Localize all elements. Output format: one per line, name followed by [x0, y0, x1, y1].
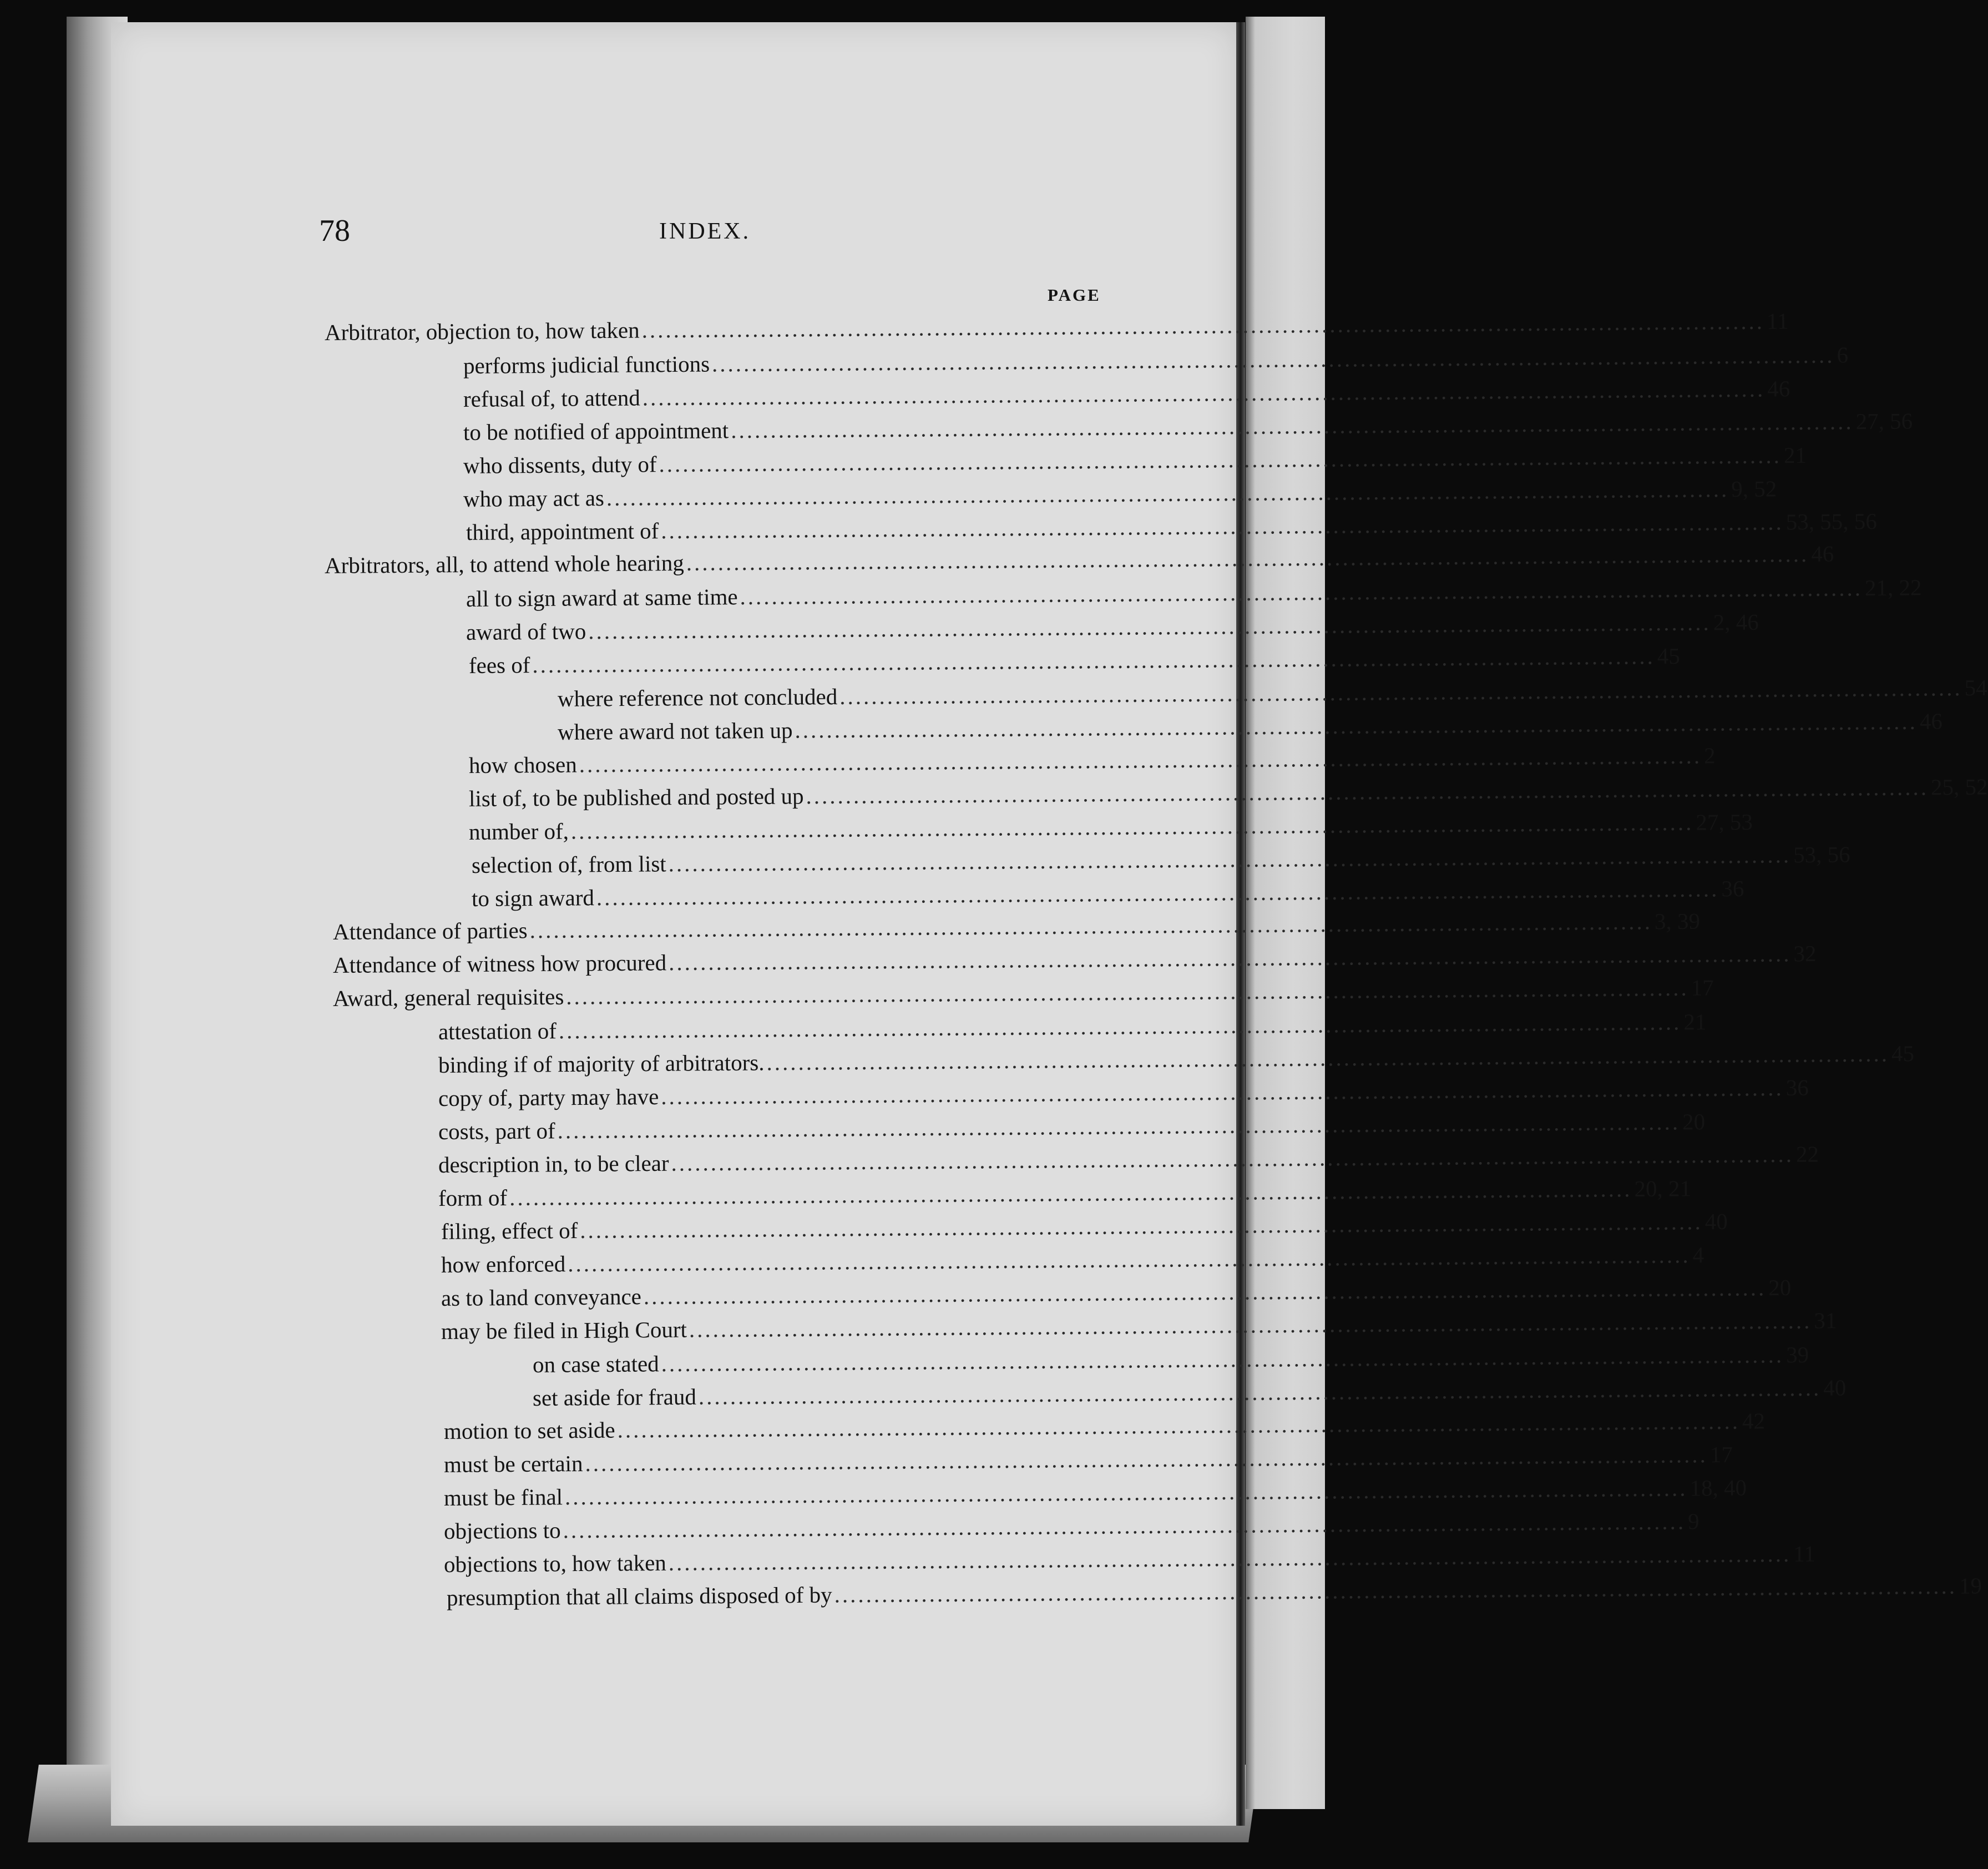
dot-leader: ..............................................................................................................................................	[641, 308, 1765, 343]
index-entry	[438, 1074, 1809, 1112]
entry-pages: 54	[1964, 674, 1987, 701]
entry-pages: 11	[1766, 308, 1789, 334]
entry-label: refusal of, to attend	[463, 385, 640, 412]
index-entry	[532, 1375, 1847, 1411]
index-entry	[324, 541, 1834, 579]
dot-leader: ..............................................................................................................................................	[659, 442, 1782, 477]
index-entry	[466, 609, 1759, 645]
entry-label: to be notified of appointment	[463, 417, 729, 445]
entry-label: Award, general requisites	[332, 983, 564, 1011]
index-entry	[471, 841, 1850, 878]
index-entry	[438, 1109, 1706, 1145]
index-entry	[438, 1009, 1707, 1045]
index-entry	[443, 1540, 1815, 1578]
entry-label: copy of, party may have	[438, 1083, 659, 1111]
entry-pages: 6	[1837, 342, 1849, 368]
dot-leader: ..............................................................................................................................................	[643, 1275, 1767, 1310]
entry-label: must be certain	[443, 1451, 583, 1477]
entry-label: where award not taken up	[557, 717, 793, 745]
entry-pages: 19	[1959, 1573, 1982, 1599]
dot-leader: ..............................................................................................................................................	[668, 1540, 1792, 1575]
entry-label: how enforced	[441, 1251, 566, 1277]
entry-pages: 17	[1691, 974, 1714, 1001]
dot-leader: ..............................................................................................................................................	[661, 1342, 1784, 1377]
entry-pages: 2	[1703, 742, 1716, 769]
entry-label: may be filed in High Court	[441, 1316, 687, 1344]
index-entry	[532, 1341, 1809, 1378]
dot-leader: ..............................................................................................................................................	[766, 1040, 1890, 1075]
index-entry	[466, 574, 1922, 612]
entry-pages: 9	[1687, 1508, 1699, 1534]
entry-label: must be final	[443, 1484, 563, 1511]
index-entry	[443, 1474, 1747, 1511]
dot-leader: ..............................................................................................................................................	[532, 643, 1656, 678]
entry-label: performs judicial functions	[463, 351, 710, 378]
dot-leader: ..............................................................................................................................................	[668, 842, 1792, 877]
entry-label: attestation of	[438, 1018, 557, 1044]
index-entry	[441, 1208, 1728, 1245]
index-entry	[468, 809, 1753, 845]
entry-label: list of, to be published and posted up	[468, 783, 804, 811]
dot-leader: ..............................................................................................................................................	[668, 941, 1792, 976]
entry-label: objections to, how taken	[443, 1549, 666, 1577]
dot-leader: ..............................................................................................................................................	[570, 809, 1694, 844]
dot-leader: ..............................................................................................................................................	[568, 1242, 1691, 1277]
index-entry	[468, 742, 1716, 779]
entry-pages: 45	[1657, 643, 1681, 669]
entry-label: motion to set aside	[443, 1417, 615, 1444]
entry-pages: 36	[1721, 875, 1744, 902]
dot-leader: ..............................................................................................................................................	[566, 974, 1689, 1009]
entry-label: who dissents, duty of	[463, 451, 657, 478]
entry-pages: 53, 56	[1793, 841, 1850, 868]
dot-leader: ..............................................................................................................................................	[580, 1209, 1703, 1244]
page-number: 78	[319, 214, 350, 248]
dot-leader: ..............................................................................................................................................	[617, 1408, 1741, 1443]
entry-pages: 40	[1704, 1208, 1728, 1235]
entry-pages: 45	[1891, 1040, 1915, 1067]
dot-leader: ..............................................................................................................................................	[642, 376, 1766, 411]
index-entry	[557, 674, 1987, 712]
index-entry	[466, 508, 1877, 545]
index-entry	[332, 974, 1714, 1012]
index-entry	[468, 643, 1681, 679]
dot-leader: ..............................................................................................................................................	[671, 1141, 1794, 1176]
entry-label: to sign award	[471, 885, 595, 911]
entry-pages: 27, 53	[1696, 809, 1753, 835]
entry-label: presumption that all claims disposed of by	[446, 1582, 832, 1610]
index-entry	[463, 442, 1807, 479]
entry-label: Arbitrator, objection to, how taken	[324, 317, 640, 345]
index-entry	[443, 1408, 1766, 1444]
entry-label: third, appointment of	[466, 518, 659, 545]
index-entry	[463, 342, 1849, 379]
index-entry	[468, 774, 1988, 812]
entry-label: form of	[438, 1185, 508, 1211]
dot-leader: ..............................................................................................................................................	[806, 774, 1929, 809]
index-entry	[438, 1175, 1692, 1211]
dot-leader: ..............................................................................................................................................	[563, 1508, 1686, 1543]
dot-leader: ..............................................................................................................................................	[588, 609, 1711, 644]
dot-leader: ..............................................................................................................................................	[661, 1074, 1784, 1109]
entry-pages: 4	[1692, 1242, 1704, 1268]
dot-leader: ..............................................................................................................................................	[839, 675, 1962, 710]
index-entry	[438, 1040, 1915, 1078]
entry-label: set aside for fraud	[532, 1383, 697, 1411]
index-entry	[438, 1141, 1819, 1178]
index-entry	[463, 376, 1790, 412]
dot-leader: ..............................................................................................................................................	[834, 1573, 1957, 1608]
entry-pages: 21	[1683, 1009, 1707, 1035]
dot-leader: ..............................................................................................................................................	[557, 1109, 1681, 1144]
entry-label: fees of	[468, 652, 530, 678]
dot-leader: ..............................................................................................................................................	[686, 541, 1809, 575]
index-entry	[443, 1441, 1733, 1478]
entry-pages: 27, 56	[1855, 408, 1913, 435]
entry-pages: 18, 40	[1689, 1474, 1747, 1501]
entry-label: Arbitrators, all, to attend whole hearing	[324, 549, 685, 578]
entry-label: who may act as	[463, 485, 605, 512]
dot-leader: ..............................................................................................................................................	[698, 1375, 1822, 1410]
page-column-heading: PAGE	[1048, 285, 1101, 305]
index-entry	[441, 1274, 1792, 1311]
dot-leader: ..............................................................................................................................................	[689, 1307, 1812, 1342]
entry-pages: 42	[1742, 1408, 1766, 1434]
dot-leader: ..............................................................................................................................................	[558, 1009, 1682, 1044]
entry-pages: 25, 52	[1930, 774, 1988, 800]
index-entry	[463, 408, 1913, 446]
entry-pages: 21	[1783, 442, 1807, 468]
entry-pages: 46	[1919, 708, 1943, 734]
entry-label: award of two	[466, 618, 586, 645]
entry-pages: 2, 46	[1713, 609, 1759, 635]
entry-pages: 20	[1682, 1109, 1706, 1135]
entry-label: how chosen	[468, 751, 577, 778]
entry-label: selection of, from list	[471, 851, 666, 878]
dot-leader: ..............................................................................................................................................	[529, 908, 1653, 943]
index-entry	[463, 476, 1777, 512]
entry-pages: 9, 52	[1731, 476, 1777, 502]
entry-label: description in, to be clear	[438, 1150, 669, 1178]
entry-label: Attendance of witness how procured	[332, 949, 667, 978]
dot-leader: ..............................................................................................................................................	[606, 476, 1729, 511]
dot-leader: ..............................................................................................................................................	[585, 1442, 1708, 1477]
entry-pages: 31	[1814, 1307, 1837, 1333]
entry-pages: 36	[1785, 1074, 1809, 1100]
index-entry	[332, 941, 1817, 978]
entry-label: all to sign award at same time	[466, 584, 738, 612]
entry-label: as to land conveyance	[441, 1284, 642, 1311]
dot-leader: ..............................................................................................................................................	[564, 1475, 1688, 1510]
dot-leader: ..............................................................................................................................................	[579, 742, 1702, 777]
index-entry	[332, 908, 1701, 945]
index-entry	[446, 1573, 1982, 1611]
entry-pages: 20, 21	[1634, 1175, 1692, 1202]
dot-leader: ..............................................................................................................................................	[509, 1176, 1632, 1210]
entry-pages: 46	[1767, 376, 1790, 402]
dot-leader: ..............................................................................................................................................	[596, 876, 1719, 911]
entry-pages: 3, 39	[1654, 908, 1701, 934]
entry-pages: 21, 22	[1864, 574, 1922, 601]
dot-leader: ..............................................................................................................................................	[740, 575, 1863, 610]
entry-pages: 11	[1793, 1540, 1815, 1567]
entry-label: where reference not concluded	[557, 684, 838, 711]
entry-pages: 46	[1811, 541, 1834, 567]
entry-label: number of,	[468, 818, 569, 845]
dot-leader: ..............................................................................................................................................	[661, 509, 1784, 544]
dot-leader: ..............................................................................................................................................	[711, 342, 1835, 377]
entry-pages: 53, 55, 56	[1785, 508, 1877, 535]
entry-pages: 32	[1793, 941, 1817, 967]
entry-label: on case stated	[532, 1351, 659, 1377]
entry-label: objections to	[443, 1517, 561, 1544]
entry-label: binding if of majority of arbitrators.	[438, 1049, 765, 1078]
entry-pages: 40	[1823, 1375, 1847, 1401]
entry-pages: 17	[1709, 1441, 1733, 1468]
index-entry	[324, 308, 1789, 346]
entry-label: filing, effect of	[441, 1218, 578, 1244]
entry-pages: 39	[1785, 1341, 1809, 1368]
running-head: INDEX.	[659, 219, 751, 244]
index-entry	[441, 1242, 1704, 1278]
index-entry	[471, 875, 1744, 912]
entry-pages: 22	[1795, 1141, 1819, 1167]
dot-leader: ..............................................................................................................................................	[795, 708, 1918, 743]
index-entry	[441, 1307, 1837, 1345]
dot-leader: ..............................................................................................................................................	[731, 408, 1854, 443]
entry-label: costs, part of	[438, 1118, 555, 1144]
entry-label: Attendance of parties	[332, 917, 528, 944]
index-entry	[443, 1508, 1699, 1544]
entry-pages: 20	[1768, 1274, 1792, 1301]
index-entry	[557, 708, 1943, 745]
